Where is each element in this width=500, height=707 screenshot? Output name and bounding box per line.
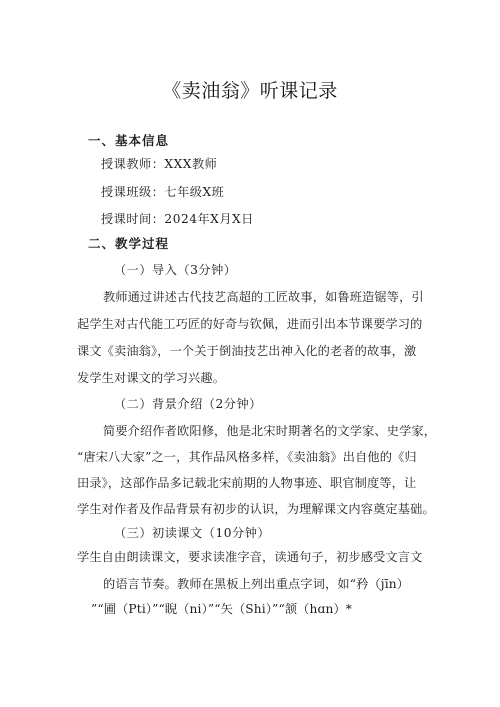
subsection-heading-intro: （一）导入（3分钟） — [114, 263, 237, 277]
class-info: 授课班级：七年级X班 — [101, 185, 225, 199]
paragraph-line: 课文《卖油翁》，一个关于倒油技艺出神入化的老者的故事，激 — [77, 344, 417, 358]
paragraph-line: 发学生对课文的学习兴趣。 — [77, 371, 226, 385]
subsection-heading-first-reading: （三）初读课文（10分钟） — [114, 526, 271, 540]
paragraph-line: 学生对作者及作品背景有初步的认识，为理解课文内容奠定基础。 — [77, 502, 435, 516]
paragraph-line: 学生自由朗读课文，要求读准字音，读通句子，初步感受文言文 — [77, 550, 423, 564]
section-heading-basic-info: 一、基本信息 — [88, 133, 170, 148]
time-info: 授课时间：2024年X月X日 — [101, 212, 254, 226]
paragraph-line: ”“圃（Pti）”“睨（ni）”“矢（Shi）”“颔（hɑn）* — [91, 602, 353, 616]
paragraph-line: 简要介绍作者欧阳修，他是北宋时期著名的文学家、史学家， — [103, 424, 437, 438]
paragraph-line: 教师通过讲述古代技艺高超的工匠故事，如鲁班造锯等，引 — [103, 290, 424, 304]
subsection-heading-background: （二）背景介绍（2分钟） — [114, 397, 262, 411]
section-heading-teaching-process: 二、教学过程 — [88, 236, 170, 251]
paragraph-line: “唐宋八大家”之一，其作品风格多样，《卖油翁》出自他的《归 — [77, 450, 417, 464]
teacher-info: 授课教师：XXX教师 — [101, 157, 218, 171]
paragraph-line: 的语言节奏。教师在黑板上列出重点字词，如“矜（jīn） — [103, 577, 410, 591]
paragraph-line: 起学生对古代能工巧匠的好奇与钦佩，进而引出本节课要学习的 — [77, 317, 423, 331]
document-title: 《卖油翁》听课记录 — [162, 80, 338, 102]
paragraph-line: 田录》，这部作品多记载北宋前期的人物事迹、职官制度等，让 — [77, 476, 417, 490]
